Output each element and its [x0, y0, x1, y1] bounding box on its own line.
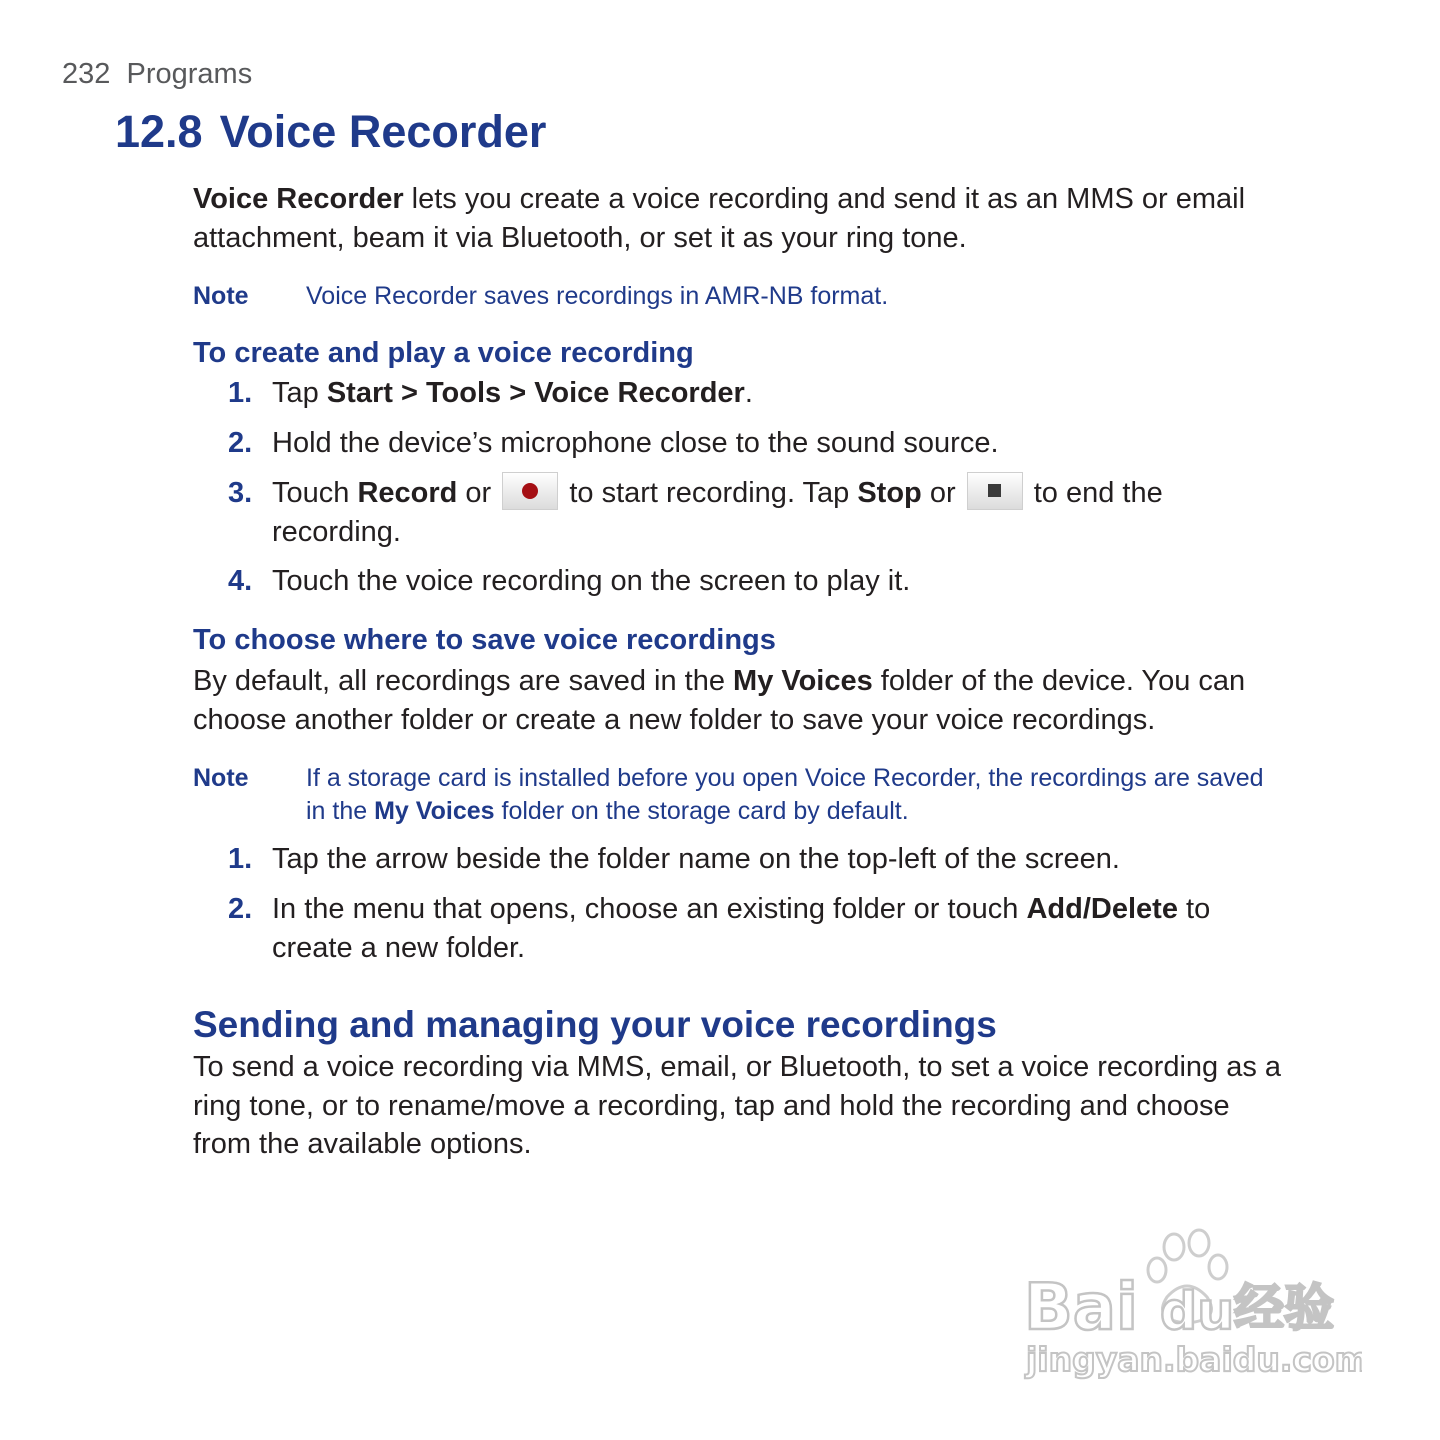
step-line [272, 474, 1292, 513]
save-location-paragraph [193, 662, 1303, 739]
paragraph-line: choose another folder or create a new folder to save your voice recordings. [193, 703, 1156, 736]
sending-heading: Sending and managing your voice recordings [193, 1004, 997, 1045]
section-title [115, 106, 546, 158]
step-line: create a new folder. [272, 931, 526, 964]
step-text: Touch the voice recording on the screen to play it. [272, 565, 911, 597]
step-text: Tap the arrow beside the folder name on the top-left of the screen. [272, 843, 1120, 875]
intro-bold: Voice Recorder [193, 183, 404, 215]
record-icon [502, 472, 558, 510]
step-number: 2. [228, 427, 253, 459]
my-voices-label: My Voices [374, 797, 495, 825]
step-plain: to [1177, 893, 1211, 925]
intro-line-1 [193, 180, 1303, 219]
page-number: 232 [62, 58, 111, 90]
menu-start: Start [326, 377, 393, 409]
paragraph-line: To send a voice recording via MMS, email, or Bluetooth, to set a voice recording as a [193, 1051, 1282, 1083]
watermark-cn: 经验 [1234, 1279, 1334, 1337]
page-header [62, 58, 252, 91]
header-section: Programs [126, 58, 253, 90]
step-text [272, 374, 1292, 413]
intro-line-2: attachment, beam it via Bluetooth, or set it as your ring tone. [193, 221, 967, 254]
section-number: 12.8 [115, 106, 203, 157]
stop-square [988, 484, 1001, 497]
step-plain: to end the [1025, 477, 1163, 509]
note-line: If a storage card is installed before you open Voice Recorder, the recordings are saved [306, 764, 1264, 792]
baidu-logo-icon [1022, 1225, 1362, 1395]
watermark-brand-du: du [1160, 1282, 1235, 1342]
note-label: Note [193, 282, 249, 310]
intro-paragraph [193, 180, 1303, 257]
step-number: 3. [228, 477, 253, 509]
paragraph-plain: folder of the device. You can [872, 665, 1246, 697]
watermark-brand: Bai [1024, 1271, 1138, 1345]
create-play-heading: To create and play a voice recording [193, 337, 694, 369]
step-text [272, 890, 1292, 967]
stop-label: Stop [857, 477, 922, 509]
note-line [306, 795, 1316, 828]
step-text: Hold the device’s microphone close to the sound source. [272, 427, 999, 459]
step-plain: or [457, 477, 500, 509]
baidu-watermark [1022, 1225, 1362, 1395]
my-voices-label: My Voices [733, 665, 873, 697]
sending-paragraph [193, 1048, 1323, 1164]
step-number: 1. [228, 843, 253, 875]
step-number: 4. [228, 565, 253, 597]
note-text [306, 762, 1316, 828]
record-label: Record [357, 477, 458, 509]
step-plain: or [921, 477, 964, 509]
step-number: 2. [228, 893, 253, 925]
note-plain: folder on the storage card by default. [494, 797, 909, 825]
step-line: recording. [272, 515, 401, 548]
watermark-url: jingyan.baidu.com [1026, 1340, 1362, 1379]
paragraph-plain: By default, all recordings are saved in the [193, 665, 734, 697]
section-title-text: Voice Recorder [219, 106, 547, 157]
step-plain: Tap [272, 377, 327, 409]
note-text: Voice Recorder saves recordings in AMR-NB format. [306, 282, 889, 310]
add-delete-label: Add/Delete [1026, 893, 1178, 925]
intro-text: lets you create a voice recording and send it as an MMS or email [403, 183, 1246, 215]
menu-separator: > [501, 377, 535, 409]
menu-voice-recorder: Voice Recorder [534, 377, 745, 409]
step-text [272, 474, 1292, 551]
step-line [272, 890, 1292, 929]
step-plain: . [744, 377, 753, 409]
save-location-heading: To choose where to save voice recordings [193, 624, 776, 656]
step-plain: to start recording. Tap [561, 477, 858, 509]
stop-icon [967, 472, 1023, 510]
paragraph-line [193, 662, 1303, 701]
step-plain: Touch [272, 477, 358, 509]
step-plain: In the menu that opens, choose an existing folder or touch [272, 893, 1027, 925]
paragraph-line: from the available options. [193, 1128, 532, 1160]
note-label: Note [193, 764, 249, 792]
note-plain: in the [306, 797, 375, 825]
record-dot [522, 483, 538, 499]
menu-separator: > [392, 377, 426, 409]
step-number: 1. [228, 377, 253, 409]
menu-tools: Tools [425, 377, 502, 409]
paragraph-line: ring tone, or to rename/move a recording, tap and hold the recording and choose [193, 1089, 1230, 1122]
